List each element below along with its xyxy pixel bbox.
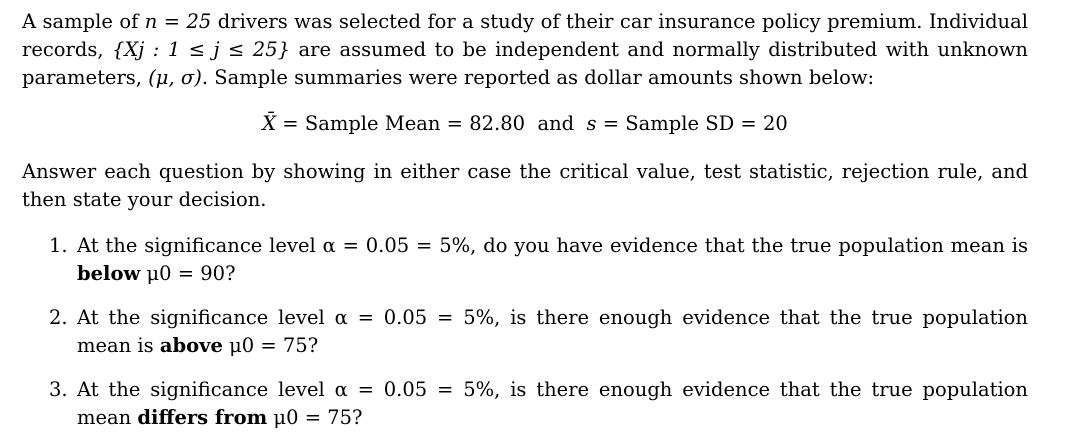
s-symbol: s = [586,112,620,135]
question-item [22,376,1028,432]
sample-sd-value: = 20 [740,112,788,135]
question-text: At the significance level α = 0.05 = 5%, do you have evidence that the true population mean is [77,234,1028,257]
question-item [22,304,1028,360]
intro-text-1: A sample of [22,10,145,33]
sample-mean-value: = 82.80 [446,112,526,135]
sample-mean-label: Sample Mean [304,112,441,135]
intro-text-3: are assumed to be independent and normally distributed with unknown parameters, [22,38,1028,89]
sample-summary-equation [22,110,1028,138]
intro-text-2: drivers was selected for a study of their car insurance policy premium. Individual records, [22,10,1028,61]
intro-text-4: . Sample summaries were reported as dollar amounts shown below: [201,66,875,89]
question-number: 1. [49,234,68,257]
sample-size-expression: n = 25 [144,10,212,33]
instructions-paragraph: Answer each question by showing in either case the critical value, test statistic, rejection rule, and then state your decision. [22,160,1028,211]
question-number: 2. [49,306,68,329]
and-word: and [537,112,575,135]
question-emphasis: differs from [137,406,268,429]
problem-document [22,8,1028,448]
question-text: At the significance level α = 0.05 = 5%, is there enough evidence that the true population mean [77,378,1028,429]
sample-sd-label: Sample SD [625,112,735,135]
question-number: 3. [49,378,68,401]
question-text: At the significance level α = 0.05 = 5%, is there enough evidence that the true population mean is [77,306,1028,357]
question-tail: μ0 = 75? [267,406,363,429]
xbar-symbol: X̄ = [262,112,299,135]
question-list [22,232,1028,432]
question-emphasis: below [77,262,141,285]
intro-paragraph [22,8,1028,92]
question-item [22,232,1028,288]
question-tail: μ0 = 75? [222,334,319,357]
parameters-expression: (μ, σ) [148,66,202,89]
question-tail: μ0 = 90? [140,262,236,285]
records-set-expression: {Xj : 1 ≤ j ≤ 25} [112,38,291,61]
question-emphasis: above [159,334,223,357]
